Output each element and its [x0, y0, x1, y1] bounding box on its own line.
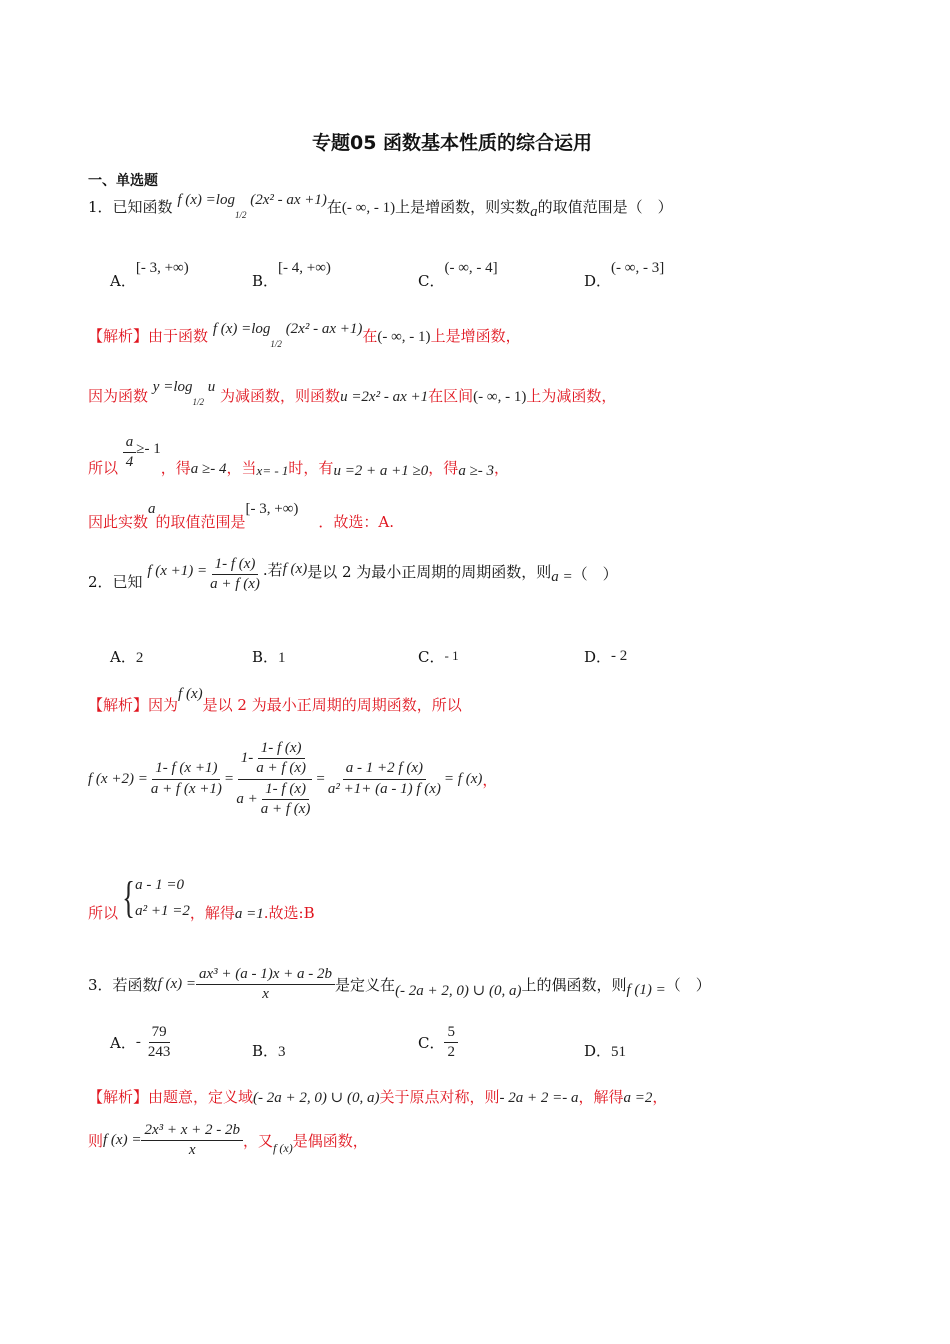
question-1-stem [88, 192, 673, 220]
solution-2-line-3: 所以 { a - 1 =0 a² +1 =2 ，解得 a =1 .故选:B [88, 873, 315, 922]
question-2-stem: 2．已知 f (x +1) = $\frac{1- f (x)}{a + f (x)}$ .若f (x)是以 2 为最小正周期的周期函数，则a =（ ） [88, 556, 618, 593]
option-c: C．(- ∞, - 4] [418, 260, 498, 290]
option-b: B．1 [252, 648, 286, 666]
solution-1-line-2: 因为函数 $y =\log_{1/2}$ u 为减函数，则函数u =2x² - ax +1在区间(- ∞, - 1)上为减函数， [88, 379, 617, 407]
solution-1-line-3: 所以 $\frac{a}{4}$ ≥- 1，得a ≥- 4，当x= - 1时，有u =2 + a +1 ≥0，得a ≥- 3， [88, 434, 510, 479]
option-a: A．[- 3, +∞) [110, 260, 189, 290]
question-3-stem: 3． 若函数 f (x) = $\frac{\text{ax³ + (a - 1)x + a - 2b}}{x}$ 是定义在 (- 2a + 2, 0) ∪ (0, a) 上的偶函数，则 f (1) = （ ） [88, 966, 711, 1003]
math-expression: f $(x) =\log_{1/2}$ (2x² - ax +1) [177, 192, 327, 220]
option-d: D．(- ∞, - 3] [584, 260, 665, 290]
solution-3-line-1: 【解析】由题意，定义域(- 2a + 2, 0) ∪ (0, a)关于原点对称，则- 2a + 2 =- a，解得a =2， [88, 1088, 668, 1106]
section-heading: 一、单选题 [88, 173, 158, 189]
option-c: C． $\frac{5}{2}$ [418, 1024, 458, 1062]
page-title: 专题05 函数基本性质的综合运用 [312, 132, 593, 154]
stem-text: 已知函数 [112, 198, 173, 216]
log-base: 1/2 [234, 210, 247, 220]
log-base: 1/2 [192, 397, 205, 407]
log-base: 1/2 [270, 339, 282, 349]
option-b: B．3 [252, 1042, 286, 1060]
option-c: C．- 1 [418, 648, 459, 666]
option-d: D．51 [584, 1042, 627, 1060]
solution-3-line-2: 则 f (x) = $\frac{\text{2x³ + x + 2 - 2b}}{x}$ ，又 f (x) 是偶函数， [88, 1122, 368, 1159]
option-b: B．[- 4, +∞) [252, 260, 331, 290]
math-var: a [530, 204, 538, 220]
option-d: D．- 2 [584, 648, 628, 666]
question-number: 1． [88, 198, 113, 216]
option-a: A． - $\frac{79}{243}$ [110, 1024, 171, 1061]
solution-2-line-1: 【解析】因为f (x)是以 2 为最小正周期的周期函数，所以 [88, 686, 462, 714]
stem-text: 的取值范围是（ ） [537, 198, 673, 216]
option-a: A．2 [110, 648, 144, 666]
stem-text: 上是增函数，则实数 [395, 198, 531, 216]
math-interval: (- ∞, - 1) [341, 200, 396, 216]
solution-2-equation: f (x +2) = $\frac{1- f (x +1)}{a + f (x +1)}$ = 1- $\frac{1- f (x)}{a + f (x)}$ a + $\frac{1- f (x)}{a + f (x)}$ = $\frac{a - 1 +2 f (x)}{\text{a² +1+ (a - 1) f (x)}}$ = f (x) ， [88, 740, 498, 817]
stem-text: 在 [326, 198, 342, 216]
solution-1-line-1: 【解析】由于函数 f $(x) =\log_{1/2}$ (2x² - ax +1)在(- ∞, - 1)上是增函数， [88, 321, 521, 349]
solution-1-line-4: 因此实数a的取值范围是[- 3, +∞)．故选：A. [88, 501, 395, 531]
